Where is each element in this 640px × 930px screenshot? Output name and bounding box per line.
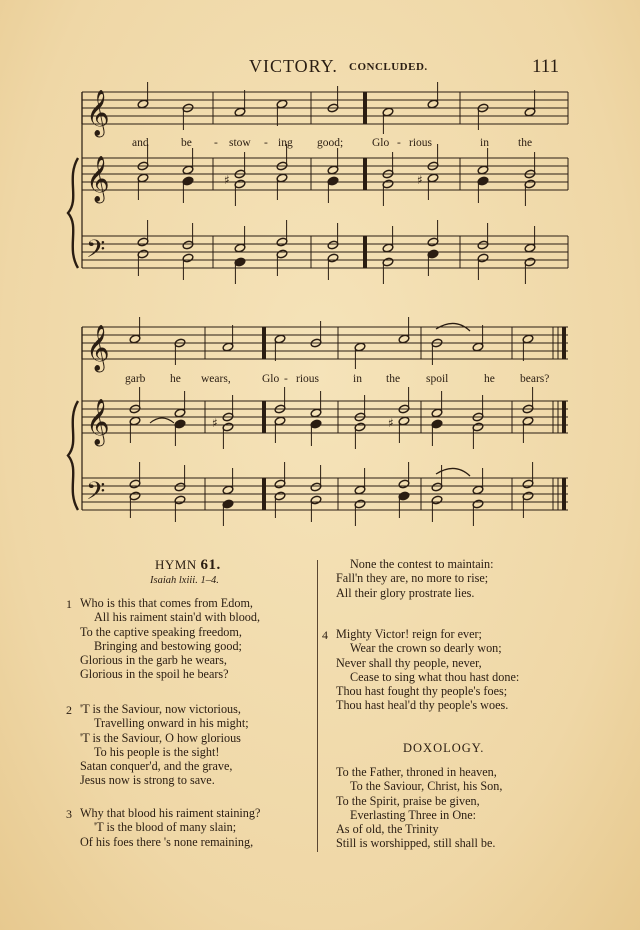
doxology-line: To the Saviour, Christ, his Son,	[350, 779, 503, 794]
verse-3-start	[80, 806, 260, 849]
lyric-syllable: ing	[278, 137, 293, 149]
lyric-syllable: -	[284, 373, 288, 385]
lyric-syllable: rious	[296, 373, 319, 385]
verse-line: Cease to sing what thou hast done:	[350, 669, 520, 684]
lyric-syllable: spoil	[426, 373, 449, 385]
lyric-syllable: in	[480, 137, 489, 149]
verse-line: None the contest to maintain:	[350, 557, 494, 571]
lyric-syllable: he	[170, 373, 181, 385]
hymn-title	[155, 557, 221, 574]
verse-line: Mighty Victor! reign for ever;	[336, 627, 482, 641]
verse-line: Thou hast heal'd thy people's woes.	[336, 698, 509, 713]
verse-line: All his raiment stain'd with blood,	[94, 610, 261, 625]
hymn-number: 61.	[200, 557, 221, 573]
lyric-syllable: stow	[229, 137, 251, 149]
verse-line: Bringing and bestowing good;	[94, 638, 242, 653]
lyric-syllable: the	[386, 373, 401, 385]
lyric-syllable: -	[397, 137, 401, 149]
lyric-syllable: be	[181, 137, 192, 149]
scripture-reference: Isaiah lxiii. 1–4.	[150, 575, 219, 586]
verse-line: Jesus now is strong to save.	[80, 773, 215, 788]
verse-1	[80, 596, 260, 682]
verse-line: Wear the crown so dearly won;	[350, 641, 502, 656]
verse-line: 'T is the Saviour, now victorious,	[80, 702, 241, 716]
verse-line: Thou hast fought thy people's foes;	[336, 684, 508, 699]
treble-clef-icon: 𝄞	[86, 325, 110, 371]
column-divider	[317, 560, 318, 852]
verse-line: Glorious in the spoil he bears?	[80, 667, 229, 682]
verse-number: 3	[66, 807, 72, 821]
lyric-syllable: in	[353, 373, 362, 385]
sharp-icon: ♯	[212, 416, 218, 430]
lyric-syllable: rious	[409, 137, 432, 149]
verse-line: Of his foes there 's none remaining,	[80, 834, 254, 849]
lyric-syllable: -	[214, 137, 218, 149]
doxology	[336, 765, 502, 851]
page-running-title: VICTORY.	[249, 56, 338, 76]
bass-clef-icon: 𝄢	[86, 477, 106, 512]
verse-number: 4	[322, 628, 328, 642]
slur	[150, 418, 174, 423]
lyric-syllable: garb	[125, 373, 146, 385]
page-running-subtitle: CONCLUDED.	[349, 61, 428, 73]
verse-line: Fall'n they are, no more to rise;	[336, 571, 489, 586]
lyric-syllable: Glo	[262, 373, 280, 385]
verse-2	[80, 702, 249, 788]
system-brace	[68, 401, 78, 510]
doxology-line: As of old, the Trinity	[336, 822, 439, 837]
verse-line: Never shall thy people, never,	[336, 655, 482, 670]
verse-line: Travelling onward in his might;	[94, 716, 249, 731]
doxology-line: Still is worshipped, still shall be.	[336, 836, 496, 851]
sharp-icon: ♯	[224, 173, 230, 187]
lyric-syllable: he	[484, 373, 495, 385]
lyric-syllable: and	[132, 137, 149, 149]
page-number: 111	[532, 56, 560, 77]
sharp-icon: ♯	[388, 416, 394, 430]
lyric-syllable: good;	[317, 137, 344, 149]
lyric-syllable: -	[264, 137, 268, 149]
verse-line: All their glory prostrate lies.	[336, 585, 475, 600]
doxology-title: DOXOLOGY.	[403, 741, 485, 755]
lyric-syllable: Glo	[372, 137, 390, 149]
treble-clef-icon: 𝄞	[86, 156, 110, 202]
verse-number: 1	[66, 597, 72, 611]
sharp-icon: ♯	[417, 173, 423, 187]
treble-clef-icon: 𝄞	[86, 399, 110, 445]
verse-line: Why that blood his raiment staining?	[80, 806, 261, 820]
treble-clef-icon: 𝄞	[86, 90, 110, 136]
verse-line: Satan conquer'd, and the grave,	[80, 759, 233, 774]
verse-line: 'T is the blood of many slain;	[94, 820, 237, 835]
lyric-syllable: wears,	[201, 373, 231, 385]
verse-line: 'T is the Saviour, O how glorious	[80, 730, 241, 745]
lyric-syllable: the	[518, 137, 533, 149]
system-brace	[68, 158, 78, 268]
doxology-line: To the Father, throned in heaven,	[336, 765, 497, 779]
doxology-line: To the Spirit, praise be given,	[336, 793, 480, 808]
verse-line: Who is this that comes from Edom,	[80, 596, 253, 610]
verse-line: To the captive speaking freedom,	[80, 624, 242, 639]
verse-line: To his people is the sight!	[94, 744, 220, 759]
hymn-label: HYMN	[155, 557, 197, 572]
verse-number: 2	[66, 703, 72, 717]
verse-3-end	[336, 557, 494, 600]
doxology-line: Everlasting Three in One:	[350, 807, 477, 822]
verse-line: Glorious in the garb he wears,	[80, 653, 227, 668]
bass-clef-icon: 𝄢	[86, 235, 106, 270]
lyric-syllable: bears?	[520, 373, 550, 385]
verse-4	[336, 627, 519, 713]
